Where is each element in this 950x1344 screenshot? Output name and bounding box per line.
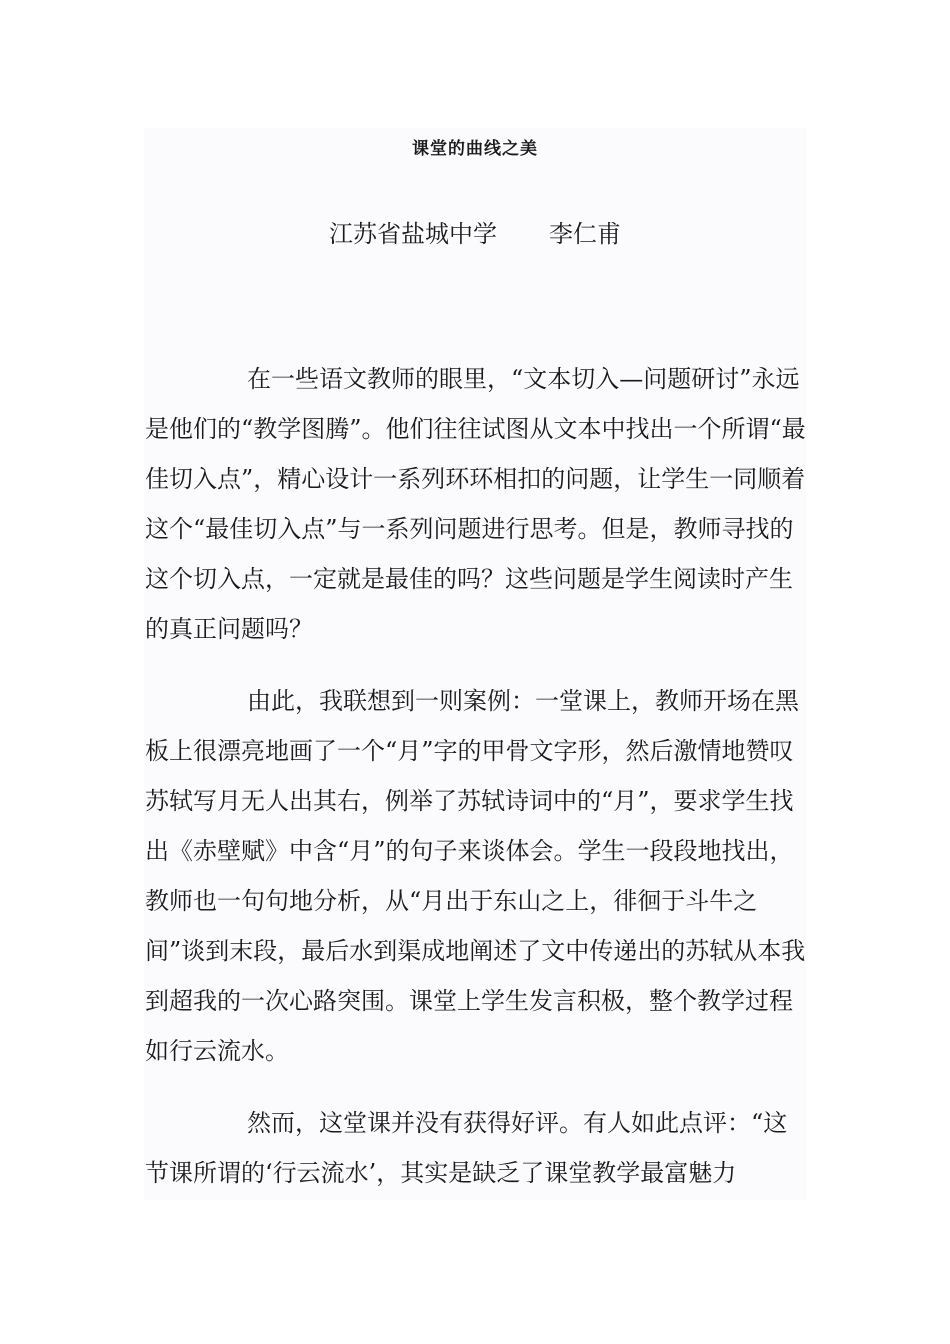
paragraph-2: 由此，我联想到一则案例：一堂课上，教师开场在黑板上很漂亮地画了一个“月”字的甲骨文字形，然后激情地赞叹苏轼写月无人出其右，例举了苏轼诗词中的“月”，要求学生找出《赤壁赋》中含“月”的句子来谈体会。学生一段段地找出，教师也一句句地分析，从“月出于东山之上，徘徊于斗牛之间”谈到末段，最后水到渠成地阐述了文中传递出的苏轼从本我到超我的一次心路突围。课堂上学生发言积极，整个教学过程如行云流水。 xyxy=(145,687,806,1065)
author-name: 李仁甫 xyxy=(549,220,621,248)
paragraph-3: 然而，这堂课并没有获得好评。有人如此点评：“这节课所谓的‘行云流水’，其实是缺乏了课堂教学最富魅力 xyxy=(145,1109,788,1187)
paragraph-1: 在一些语文教师的眼里，“文本切入—问题研讨”永远是他们的“教学图腾”。他们往往试图从文本中找出一个所谓“最佳切入点”，精心设计一系列环环相扣的问题，让学生一同顺着这个“最佳切入点”与一系列问题进行思考。但是，教师寻找的这个切入点，一定就是最佳的吗？这些问题是学生阅读时产生的真正问题吗？ xyxy=(145,365,806,643)
article-body xyxy=(145,354,807,1220)
byline xyxy=(0,214,950,249)
school-name: 江苏省盐城中学 xyxy=(329,220,497,248)
page-title: 课堂的曲线之美 xyxy=(412,139,538,159)
